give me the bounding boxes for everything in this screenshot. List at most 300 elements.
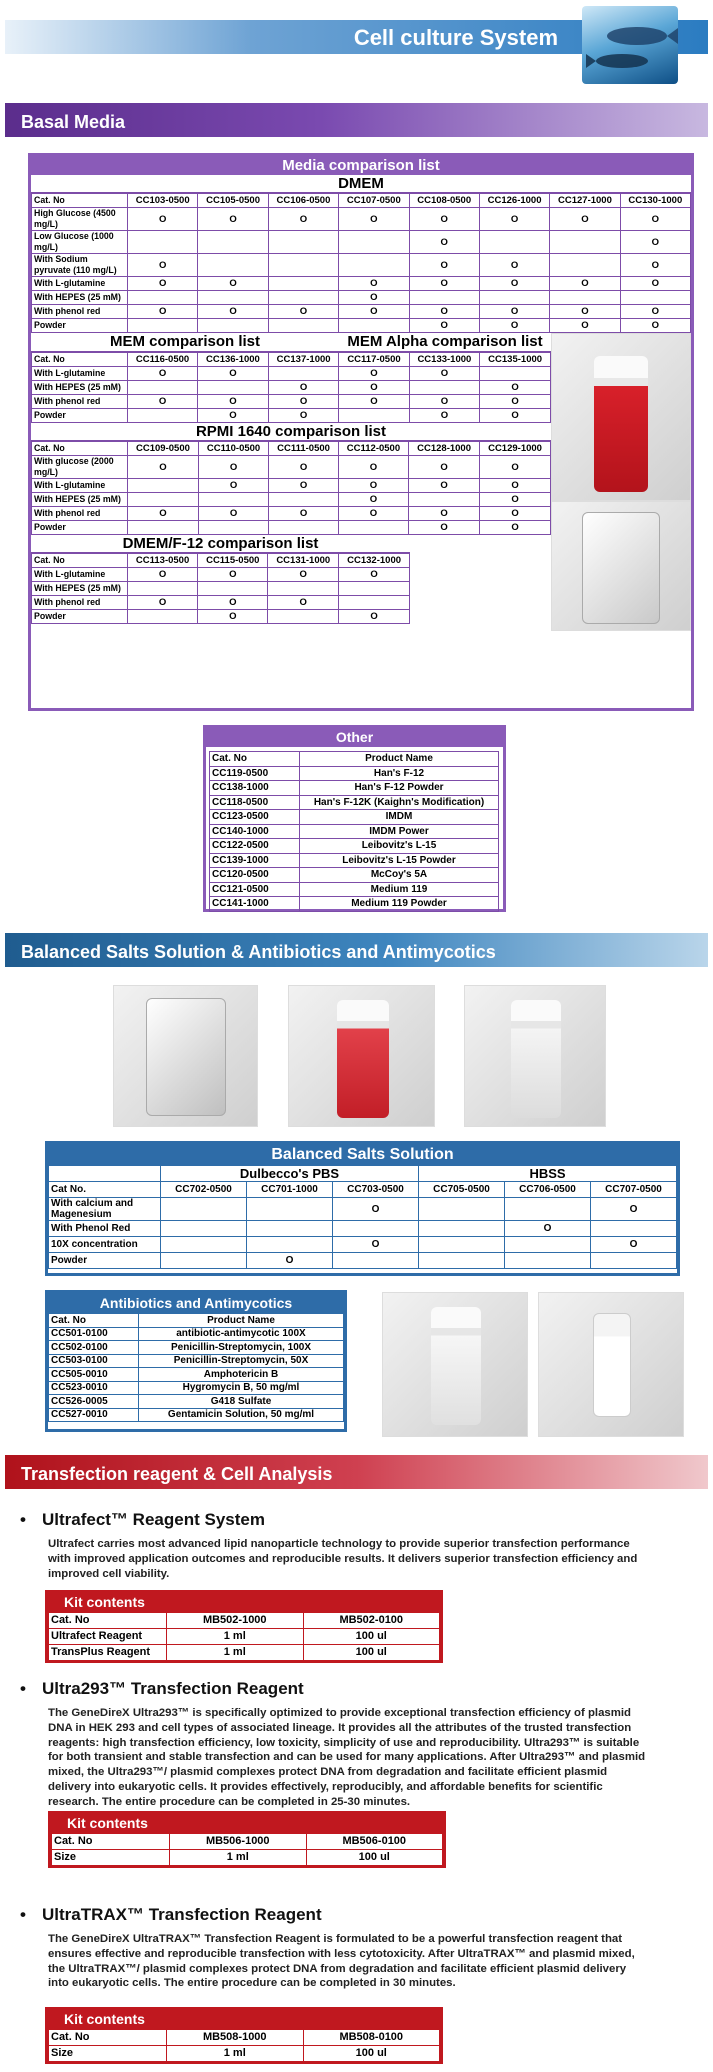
value-cell: O	[338, 507, 408, 521]
value-cell: O	[409, 367, 480, 381]
header-cell: CC705-0500	[419, 1182, 505, 1198]
row-label-cell: With Phenol Red	[49, 1221, 161, 1237]
header-cell: MB506-1000	[170, 1834, 307, 1850]
table-row	[210, 839, 499, 854]
row-label-cell: 10X concentration	[49, 1237, 161, 1253]
value-cell: O	[268, 596, 339, 610]
ultratrax-kit-title: Kit contents	[48, 2010, 440, 2029]
value-cell	[505, 1253, 591, 1269]
value-cell: Han's F-12	[300, 766, 499, 781]
value-cell: O	[198, 305, 268, 319]
section-balanced-salts: Balanced Salts Solution & Antibiotics and Antimycotics	[5, 933, 708, 967]
value-cell: O	[339, 568, 410, 582]
header-cell: CC702-0500	[161, 1182, 247, 1198]
row-label-cell: CC122-0500	[210, 839, 300, 854]
row-label-cell: CC123-0500	[210, 810, 300, 825]
media-comparison-title: Media comparison list	[31, 156, 691, 175]
value-cell	[161, 1253, 247, 1269]
header-cell: MB506-0100	[306, 1834, 443, 1850]
header-cell: CC136-1000	[198, 353, 269, 367]
table-row	[32, 395, 551, 409]
row-label-cell: With HEPES (25 mM)	[32, 582, 128, 596]
header-cell: CC130-1000	[620, 194, 690, 208]
header-cell: CC706-0500	[505, 1182, 591, 1198]
table-row	[49, 1395, 344, 1409]
value-cell: O	[409, 305, 479, 319]
header-cell: CC129-1000	[480, 442, 551, 456]
header-cell: CC111-0500	[269, 442, 339, 456]
row-label-cell: Powder	[32, 319, 128, 333]
header-cell: MB508-0100	[303, 2030, 440, 2046]
product-ultratrax-description: The GeneDireX UltraTRAX™ Transfection Reagent is formulated to be a powerful transfection reagent that ensures effective and reproducible transfection with less cytotoxicity. After UltraTRAX™ and plasmid mixed, the UltraTRAX™/ plasmid complexes protect DNA from degradation and facilitate efficient plasmid delivery into eukaryotic cells. The entire procedure can be completed in 30 minutes.	[48, 1933, 635, 1990]
table-row	[32, 596, 410, 610]
table-row	[32, 319, 691, 333]
value-cell	[339, 596, 410, 610]
row-label-cell: With HEPES (25 mM)	[32, 291, 128, 305]
header-cell: CC133-1000	[409, 353, 480, 367]
value-cell	[128, 610, 198, 624]
header-cell: CC108-0500	[409, 194, 479, 208]
header-cell: CC103-0500	[128, 194, 198, 208]
value-cell: 100 ul	[303, 1645, 440, 1661]
value-cell	[128, 319, 198, 333]
table-row	[49, 2046, 440, 2062]
media-bottle-photo	[551, 333, 691, 501]
value-cell: Han's F-12K (Kaighn's Modification)	[300, 795, 499, 810]
value-cell	[591, 1253, 677, 1269]
row-label-cell: CC502-0100	[49, 1341, 139, 1355]
rpmi-table	[31, 441, 551, 535]
value-cell: Hygromycin B, 50 mg/ml	[139, 1381, 344, 1395]
value-cell: O	[128, 596, 198, 610]
value-cell: O	[338, 493, 408, 507]
table-row	[49, 1341, 344, 1355]
value-cell: 1 ml	[167, 2046, 304, 2062]
value-cell	[409, 493, 480, 507]
header-cell: CC132-1000	[339, 554, 410, 568]
row-label-cell: With phenol red	[32, 395, 128, 409]
ultrafect-kit-box	[45, 1590, 443, 1663]
antibiotic-vial-photo	[538, 1292, 684, 1437]
value-cell: O	[198, 409, 269, 423]
header-label-cell: Cat. No	[49, 2030, 167, 2046]
other-title: Other	[206, 728, 503, 747]
value-cell: O	[339, 305, 409, 319]
value-cell: O	[128, 568, 198, 582]
value-cell: O	[620, 305, 690, 319]
mem-table	[31, 352, 551, 423]
header-cell: CC113-0500	[128, 554, 198, 568]
header-cell: CC110-0500	[198, 442, 268, 456]
header-cell: MB502-0100	[303, 1613, 440, 1629]
dmem-title: DMEM	[31, 175, 691, 193]
header-cell: CC135-1000	[480, 353, 551, 367]
table-row	[49, 1381, 344, 1395]
header-label-cell: Cat. No	[32, 554, 128, 568]
value-cell	[339, 319, 409, 333]
table-row	[32, 254, 691, 277]
header-cell: CC116-0500	[128, 353, 198, 367]
product-ultrafect-description: Ultrafect carries most advanced lipid nanoparticle technology to provide superior transfection performance with improved application outcomes and reproducible results. It delivers superior transfection efficiency and improved cell viability.	[48, 1538, 638, 1580]
value-cell: O	[620, 319, 690, 333]
value-cell: Medium 119	[300, 882, 499, 897]
antibiotics-table	[48, 1313, 344, 1422]
value-cell: 100 ul	[306, 1850, 443, 1866]
value-cell: O	[505, 1221, 591, 1237]
row-label-cell: TransPlus Reagent	[49, 1645, 167, 1661]
value-cell	[550, 231, 620, 254]
header-cell: Product Name	[300, 752, 499, 767]
value-cell: O	[339, 277, 409, 291]
value-cell	[419, 1253, 505, 1269]
value-cell: O	[198, 367, 269, 381]
row-label-cell: CC138-1000	[210, 781, 300, 796]
value-cell	[591, 1221, 677, 1237]
value-cell: O	[268, 409, 339, 423]
row-label-cell: With L-glutamine	[32, 277, 128, 291]
value-cell	[128, 479, 199, 493]
value-cell	[128, 582, 198, 596]
table-row	[210, 882, 499, 897]
table-row	[49, 1645, 440, 1661]
value-cell: O	[269, 479, 339, 493]
header-label-cell: Cat. No	[49, 1613, 167, 1629]
row-label-cell: With HEPES (25 mM)	[32, 493, 128, 507]
value-cell: O	[339, 208, 409, 231]
row-label-cell: With L-glutamine	[32, 568, 128, 582]
value-cell: O	[550, 305, 620, 319]
value-cell: IMDM	[300, 810, 499, 825]
section-transfection: Transfection reagent & Cell Analysis	[5, 1455, 708, 1489]
rpmi-title: RPMI 1640 comparison list	[31, 423, 551, 441]
table-row	[210, 766, 499, 781]
row-label-cell: CC526-0005	[49, 1395, 139, 1409]
value-cell	[268, 610, 339, 624]
value-cell	[339, 231, 409, 254]
header-cell: CC107-0500	[339, 194, 409, 208]
row-label-cell: With L-glutamine	[32, 479, 128, 493]
value-cell: O	[409, 208, 479, 231]
value-cell	[333, 1253, 419, 1269]
value-cell	[620, 291, 690, 305]
header-label-cell: Cat No.	[49, 1182, 161, 1198]
value-cell: O	[198, 456, 268, 479]
value-cell: O	[269, 456, 339, 479]
media-powder-pouch-photo	[551, 501, 691, 631]
value-cell	[480, 367, 551, 381]
antibiotic-bottle-photo	[382, 1292, 528, 1437]
other-table	[209, 751, 499, 912]
product-ultra293-heading: • Ultra293™ Transfection Reagent	[20, 1679, 304, 1698]
row-label-cell: CC140-1000	[210, 824, 300, 839]
value-cell: O	[550, 319, 620, 333]
ultra293-kit-box	[48, 1811, 446, 1868]
row-label-cell: With phenol red	[32, 305, 128, 319]
value-cell: O	[480, 493, 551, 507]
value-cell: O	[268, 568, 339, 582]
value-cell: O	[128, 367, 198, 381]
value-cell: O	[128, 277, 198, 291]
value-cell: O	[409, 456, 480, 479]
product-ultrafect-heading: • Ultrafect™ Reagent System	[20, 1510, 265, 1529]
table-row	[49, 1237, 677, 1253]
value-cell: G418 Sulfate	[139, 1395, 344, 1409]
value-cell	[419, 1198, 505, 1221]
value-cell: Penicillin-Streptomycin, 50X	[139, 1354, 344, 1368]
value-cell: O	[480, 507, 551, 521]
value-cell: O	[591, 1198, 677, 1221]
table-row	[32, 507, 551, 521]
row-label-cell: CC523-0010	[49, 1381, 139, 1395]
header-label-cell: Cat. No	[49, 1314, 139, 1328]
row-label-cell: CC527-0010	[49, 1408, 139, 1422]
product-ultratrax-heading: • UltraTRAX™ Transfection Reagent	[20, 1905, 322, 1924]
value-cell	[268, 582, 339, 596]
value-cell: O	[198, 208, 268, 231]
header-label-cell: Cat. No	[32, 353, 128, 367]
value-cell: O	[268, 381, 339, 395]
row-label-cell: Low Glucose (1000 mg/L)	[32, 231, 128, 254]
value-cell: O	[409, 507, 480, 521]
value-cell: O	[591, 1237, 677, 1253]
header-cell: CC137-1000	[268, 353, 339, 367]
value-cell: McCoy's 5A	[300, 868, 499, 883]
table-row	[49, 1253, 677, 1269]
value-cell	[419, 1237, 505, 1253]
row-label-cell: With calcium and Magenesium	[49, 1198, 161, 1221]
value-cell: O	[550, 277, 620, 291]
value-cell	[128, 409, 198, 423]
row-label-cell: With L-glutamine	[32, 367, 128, 381]
value-cell: O	[247, 1253, 333, 1269]
row-label-cell: CC118-0500	[210, 795, 300, 810]
value-cell	[268, 231, 338, 254]
ultratrax-kit-box	[45, 2007, 443, 2064]
value-cell: O	[128, 254, 198, 277]
value-cell: O	[198, 277, 268, 291]
table-row	[210, 897, 499, 912]
header-cell: CC701-1000	[247, 1182, 333, 1198]
row-label-cell: With glucose (2000 mg/L)	[32, 456, 128, 479]
value-cell: O	[333, 1237, 419, 1253]
other-media-box	[203, 725, 506, 912]
header-label-cell: Cat. No	[52, 1834, 170, 1850]
row-label-cell: Powder	[49, 1253, 161, 1269]
value-cell	[198, 381, 269, 395]
dmemf12-title: DMEM/F-12 comparison list	[31, 535, 410, 553]
value-cell	[268, 291, 338, 305]
value-cell	[198, 291, 268, 305]
table-row	[49, 1354, 344, 1368]
header-label-cell: Cat. No	[210, 752, 300, 767]
value-cell	[339, 409, 409, 423]
header-cell: CC115-0500	[198, 554, 268, 568]
value-cell: O	[409, 395, 480, 409]
value-cell: O	[338, 479, 408, 493]
value-cell: O	[268, 208, 338, 231]
value-cell	[268, 277, 338, 291]
header-cell: CC127-1000	[550, 194, 620, 208]
value-cell: O	[480, 456, 551, 479]
value-cell: O	[479, 254, 549, 277]
value-cell	[128, 381, 198, 395]
ultrafect-kit-title: Kit contents	[48, 1593, 440, 1612]
value-cell: O	[620, 231, 690, 254]
table-row	[32, 305, 691, 319]
table-row	[210, 853, 499, 868]
bss-group-hbss: HBSS	[419, 1166, 677, 1182]
value-cell: Medium 119 Powder	[300, 897, 499, 912]
mem-alpha-title: MEM Alpha comparison list	[347, 333, 543, 350]
table-row	[32, 521, 551, 535]
value-cell: O	[479, 208, 549, 231]
value-cell: O	[409, 319, 479, 333]
value-cell: O	[198, 610, 268, 624]
value-cell	[161, 1237, 247, 1253]
ultrafect-kit-table	[48, 1612, 440, 1661]
header-cell: CC112-0500	[338, 442, 408, 456]
value-cell: O	[620, 277, 690, 291]
value-cell: O	[479, 319, 549, 333]
section-basal-media: Basal Media	[5, 103, 708, 137]
value-cell: O	[268, 395, 339, 409]
value-cell: antibiotic-antimycotic 100X	[139, 1327, 344, 1341]
value-cell	[333, 1221, 419, 1237]
value-cell	[198, 319, 268, 333]
value-cell: O	[128, 395, 198, 409]
value-cell: O	[198, 395, 269, 409]
value-cell: O	[409, 254, 479, 277]
table-row	[210, 795, 499, 810]
header-cell: Product Name	[139, 1314, 344, 1328]
table-row	[32, 231, 691, 254]
row-label-cell: CC119-0500	[210, 766, 300, 781]
value-cell: Han's F-12 Powder	[300, 781, 499, 796]
value-cell: O	[409, 409, 480, 423]
header-cell: CC105-0500	[198, 194, 268, 208]
value-cell: O	[339, 381, 409, 395]
header-cell: MB508-1000	[167, 2030, 304, 2046]
value-cell: O	[128, 456, 199, 479]
table-row	[32, 479, 551, 493]
row-label-cell: With HEPES (25 mM)	[32, 381, 128, 395]
value-cell: O	[409, 231, 479, 254]
row-label-cell: CC121-0500	[210, 882, 300, 897]
row-label-cell: CC505-0010	[49, 1368, 139, 1382]
value-cell: O	[339, 291, 409, 305]
row-label-cell: Powder	[32, 610, 128, 624]
value-cell	[268, 319, 338, 333]
value-cell: O	[198, 596, 268, 610]
row-label-cell: High Glucose (4500 mg/L)	[32, 208, 128, 231]
value-cell	[198, 231, 268, 254]
value-cell: 1 ml	[167, 1629, 304, 1645]
table-row	[49, 1368, 344, 1382]
header-cell: CC106-0500	[268, 194, 338, 208]
value-cell	[550, 254, 620, 277]
row-label-cell: Ultrafect Reagent	[49, 1629, 167, 1645]
table-row	[49, 1221, 677, 1237]
row-label-cell: Powder	[32, 521, 128, 535]
value-cell: O	[550, 208, 620, 231]
value-cell	[339, 254, 409, 277]
value-cell	[338, 521, 408, 535]
value-cell: Leibovitz's L-15 Powder	[300, 853, 499, 868]
value-cell	[247, 1198, 333, 1221]
value-cell	[269, 493, 339, 507]
value-cell: O	[480, 409, 551, 423]
table-row	[32, 409, 551, 423]
header-cell: MB502-1000	[167, 1613, 304, 1629]
row-label-cell: With phenol red	[32, 507, 128, 521]
bss-table	[48, 1165, 677, 1269]
bss-clear-bottle-photo	[464, 985, 606, 1127]
row-label-cell: Powder	[32, 409, 128, 423]
product-ultra293-description: The GeneDireX Ultra293™ is specifically optimized to provide exceptional transfection efficiency of plasmid DNA in HEK 293 and cell types of associated lineage. It provides all the attributes of the trusted transfection reagents: high transfection efficiency, low toxicity, simplicity of use and reproducibility. Ultra293™ is suitable for both transient and stable transfection and can be used for many applications. After Ultra293™ and plasmid mixed, the Ultra293™/ plasmid complexes protect DNA from degradation and facilitate efficient plasmid delivery into eukaryotic cells. It provides effectively, reproducibly, and affordable benefits for scientific research. The entire procedure can be completed in 25-30 minutes.	[48, 1707, 646, 1808]
value-cell	[409, 381, 480, 395]
dmem-table	[31, 193, 691, 333]
table-row	[210, 824, 499, 839]
header-cell: CC126-1000	[479, 194, 549, 208]
value-cell: Amphotericin B	[139, 1368, 344, 1382]
value-cell	[339, 582, 410, 596]
balanced-salts-box	[45, 1141, 680, 1276]
value-cell: 100 ul	[303, 1629, 440, 1645]
value-cell	[419, 1221, 505, 1237]
value-cell: O	[338, 456, 408, 479]
header-label-cell: Cat. No	[32, 194, 128, 208]
value-cell: O	[480, 521, 551, 535]
page-header	[5, 20, 708, 54]
value-cell: O	[480, 479, 551, 493]
table-row	[32, 568, 410, 582]
value-cell: O	[409, 521, 480, 535]
page-title: Cell culture System	[353, 25, 558, 50]
fish-image	[582, 6, 678, 84]
row-label-cell: With Sodium pyruvate (110 mg/L)	[32, 254, 128, 277]
table-row	[49, 1327, 344, 1341]
value-cell: O	[409, 277, 479, 291]
header-label-cell: Cat. No	[32, 442, 128, 456]
value-cell	[247, 1221, 333, 1237]
value-cell: O	[198, 479, 268, 493]
value-cell	[269, 521, 339, 535]
table-row	[49, 1408, 344, 1422]
value-cell: O	[339, 395, 409, 409]
header-cell: CC117-0500	[339, 353, 409, 367]
table-row	[32, 291, 691, 305]
ultra293-kit-table	[51, 1833, 443, 1866]
row-label-cell: CC141-1000	[210, 897, 300, 912]
table-row	[32, 381, 551, 395]
value-cell	[479, 231, 549, 254]
value-cell	[505, 1237, 591, 1253]
bss-red-bottle-photo	[288, 985, 435, 1127]
mem-title: MEM comparison list	[109, 333, 261, 350]
value-cell	[198, 521, 268, 535]
value-cell	[161, 1221, 247, 1237]
header-cell: CC109-0500	[128, 442, 199, 456]
row-label-cell: Size	[52, 1850, 170, 1866]
ultra293-kit-title: Kit contents	[51, 1814, 443, 1833]
dmemf12-table	[31, 553, 410, 624]
value-cell: O	[198, 507, 268, 521]
value-cell: O	[480, 381, 551, 395]
bss-pouch-photo	[113, 985, 258, 1127]
row-label-cell: With phenol red	[32, 596, 128, 610]
value-cell: O	[479, 277, 549, 291]
value-cell	[268, 254, 338, 277]
